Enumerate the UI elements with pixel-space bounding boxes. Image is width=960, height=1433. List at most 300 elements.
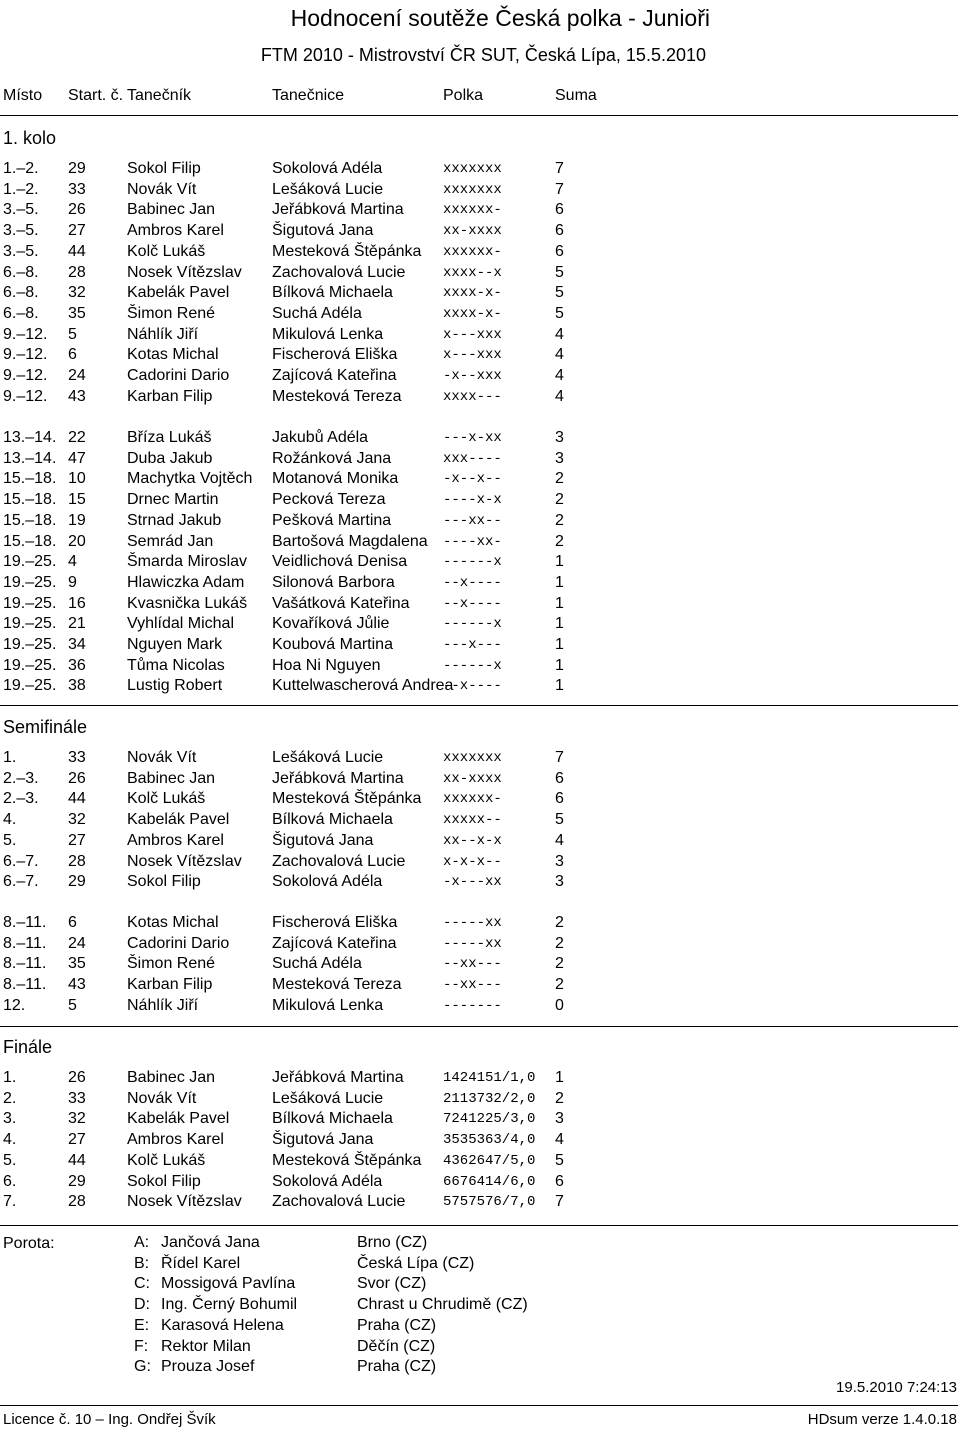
cell-tanecnik: Novák Vít [127, 749, 197, 766]
cell-polka: ------- [443, 997, 502, 1014]
cell-start: 35 [68, 955, 86, 973]
jury-city: Praha (CZ) [357, 1358, 437, 1376]
table-row [0, 366, 958, 387]
jury-city: Děčín (CZ) [357, 1337, 436, 1355]
table-row [0, 852, 958, 873]
cell-start: 33 [68, 1089, 86, 1107]
cell-tanecnik: Šimon René [127, 955, 216, 973]
cell-tanecnik: Lustig Robert [127, 677, 223, 695]
cell-start: 22 [68, 429, 86, 446]
table-header [0, 86, 960, 108]
cell-polka: 7241225/3,0 [443, 1111, 536, 1128]
header-misto: Místo [3, 87, 43, 104]
cell-tanecnik: Sokol Filip [127, 1172, 201, 1190]
cell-polka: xxxxxxx [443, 750, 502, 766]
cell-tanecnice: Zajícová Kateřina [272, 367, 397, 384]
cell-tanecnice: Sokolová Adéla [272, 873, 383, 891]
cell-start: 28 [68, 1193, 86, 1211]
cell-polka: xxxxxxx [443, 161, 502, 177]
table-row [0, 831, 958, 852]
table-row [0, 180, 958, 201]
cell-suma: 2 [555, 491, 564, 509]
cell-tanecnik: Karban Filip [127, 976, 213, 994]
cell-polka: xx-xxxx [443, 770, 502, 787]
cell-tanecnice: Mikulová Lenka [272, 996, 384, 1014]
cell-start: 38 [68, 677, 86, 695]
cell-tanecnice: Sokolová Adéla [272, 160, 383, 177]
cell-suma: 4 [555, 387, 564, 405]
cell-tanecnice: Jakubů Adéla [272, 429, 369, 446]
cell-tanecnice: Vašátková Kateřina [272, 594, 410, 612]
cell-start: 29 [68, 1172, 86, 1190]
jury-city: Chrast u Chrudimě (CZ) [357, 1296, 528, 1314]
cell-tanecnice: Veidlichová Denisa [272, 553, 408, 571]
cell-misto: 4. [3, 811, 17, 829]
cell-tanecnik: Nosek Vítězslav [127, 1193, 242, 1211]
cell-tanecnice: Suchá Adéla [272, 304, 362, 322]
cell-suma: 7 [555, 180, 564, 198]
cell-suma: 3 [555, 429, 564, 446]
cell-polka: x---xxx [443, 326, 502, 343]
cell-tanecnik: Kotas Michal [127, 914, 219, 931]
table-row [0, 996, 958, 1017]
cell-polka: ----x-x [443, 492, 502, 509]
cell-suma: 1 [555, 1069, 564, 1086]
cell-tanecnice: Bílková Michaela [272, 1110, 393, 1128]
cell-tanecnik: Bříza Lukáš [127, 429, 212, 446]
cell-misto: 9.–12. [3, 367, 48, 384]
cell-start: 26 [68, 1069, 86, 1086]
cell-tanecnik: Ambros Karel [127, 831, 224, 849]
cell-misto: 4. [3, 1131, 17, 1149]
table-row [0, 769, 958, 790]
cell-tanecnice: Hoa Ni Nguyen [272, 656, 381, 674]
jury-city: Česká Lípa (CZ) [357, 1254, 475, 1272]
table-row [0, 810, 958, 831]
cell-polka: xxx---- [443, 450, 502, 467]
cell-tanecnik: Kolč Lukáš [127, 242, 206, 260]
cell-tanecnik: Novák Vít [127, 1089, 197, 1107]
cell-tanecnice: Bartošová Magdalena [272, 532, 428, 550]
cell-misto: 15.–18. [3, 532, 57, 550]
cell-tanecnice: Zajícová Kateřina [272, 934, 397, 952]
cell-suma: 0 [555, 996, 564, 1014]
cell-start: 44 [68, 790, 86, 808]
cell-suma: 1 [555, 636, 564, 653]
table-row [0, 283, 958, 304]
cell-suma: 1 [555, 615, 564, 633]
cell-start: 33 [68, 180, 86, 198]
jury-letter: B: [134, 1254, 150, 1272]
cell-polka: xxxx-x- [443, 285, 502, 302]
table-row [0, 594, 958, 615]
cell-polka: -x---xx [443, 874, 502, 891]
cell-start: 43 [68, 976, 86, 994]
cell-start: 20 [68, 532, 86, 550]
footer-version: HDsum verze 1.4.0.18 [807, 1411, 957, 1428]
cell-misto: 1. [3, 1069, 17, 1086]
cell-start: 24 [68, 934, 86, 952]
cell-start: 26 [68, 769, 86, 787]
cell-polka: --xx--- [443, 956, 502, 973]
cell-misto: 5. [3, 831, 17, 849]
cell-tanecnik: Hlawiczka Adam [127, 573, 245, 591]
cell-start: 29 [68, 160, 86, 177]
cell-misto: 15.–18. [3, 491, 57, 509]
cell-polka: xxxx-x- [443, 305, 502, 322]
cell-suma: 6 [555, 1172, 564, 1190]
cell-start: 29 [68, 873, 86, 891]
cell-suma: 6 [555, 222, 564, 240]
cell-suma: 6 [555, 242, 564, 260]
cell-start: 44 [68, 1151, 86, 1169]
cell-tanecnice: Rožánková Jana [272, 449, 392, 467]
header-start: Start. č. [68, 87, 124, 104]
cell-polka: 2113732/2,0 [443, 1090, 536, 1107]
cell-start: 5 [68, 996, 77, 1014]
cell-polka: 4362647/5,0 [443, 1152, 536, 1169]
cell-tanecnik: Karban Filip [127, 387, 213, 405]
cell-start: 6 [68, 914, 77, 931]
table-row [0, 428, 958, 449]
cell-tanecnice: Zachovalová Lucie [272, 263, 406, 281]
cell-misto: 15.–18. [3, 511, 57, 529]
cell-tanecnice: Zachovalová Lucie [272, 852, 406, 870]
table-row [0, 573, 958, 594]
cell-suma: 4 [555, 367, 564, 384]
cell-tanecnik: Novák Vít [127, 180, 197, 198]
header-polka: Polka [443, 87, 484, 104]
cell-tanecnice: Fischerová Eliška [272, 914, 398, 931]
cell-tanecnik: Kotas Michal [127, 346, 219, 364]
cell-misto: 2.–3. [3, 769, 39, 787]
cell-polka: xx-xxxx [443, 223, 502, 240]
cell-polka: --x---- [443, 678, 502, 695]
cell-tanecnice: Kovaříková Jůlie [272, 615, 390, 633]
cell-suma: 2 [555, 470, 564, 488]
cell-suma: 5 [555, 1151, 564, 1169]
cell-polka: xx--x-x [443, 832, 502, 849]
cell-tanecnik: Babinec Jan [127, 769, 216, 787]
table-row [0, 975, 958, 996]
cell-tanecnice: Jeřábková Martina [272, 769, 404, 787]
table-row [0, 789, 958, 810]
cell-misto: 3.–5. [3, 222, 39, 240]
cell-suma: 6 [555, 769, 564, 787]
cell-tanecnik: Nosek Vítězslav [127, 263, 242, 281]
cell-suma: 3 [555, 852, 564, 870]
cell-misto: 3. [3, 1110, 17, 1128]
cell-start: 28 [68, 852, 86, 870]
cell-start: 27 [68, 1131, 86, 1149]
jury-name: Prouza Josef [161, 1358, 255, 1376]
cell-polka: xxxxxx- [443, 202, 502, 219]
cell-misto: 1. [3, 749, 17, 766]
table-row [0, 532, 958, 553]
cell-start: 32 [68, 284, 86, 302]
jury-name: Jančová Jana [161, 1234, 260, 1251]
jury-member [0, 1234, 958, 1255]
table-row [0, 934, 958, 955]
table-row [0, 304, 958, 325]
cell-tanecnik: Semrád Jan [127, 532, 214, 550]
cell-tanecnik: Nguyen Mark [127, 636, 223, 653]
document-title: Hodnocení soutěže Česká polka - Junioři [290, 5, 710, 31]
cell-tanecnice: Jeřábková Martina [272, 201, 404, 219]
cell-suma: 2 [555, 976, 564, 994]
cell-suma: 1 [555, 656, 564, 674]
cell-suma: 1 [555, 553, 564, 571]
cell-tanecnice: Mesteková Štěpánka [272, 1151, 422, 1169]
cell-suma: 5 [555, 263, 564, 281]
cell-start: 26 [68, 201, 86, 219]
cell-polka: ---x-xx [443, 430, 502, 446]
table-row [0, 913, 958, 934]
cell-suma: 4 [555, 831, 564, 849]
cell-misto: 9.–12. [3, 325, 48, 343]
cell-misto: 6.–8. [3, 263, 39, 281]
cell-suma: 4 [555, 325, 564, 343]
table-row [0, 1068, 958, 1089]
cell-misto: 9.–12. [3, 387, 48, 405]
cell-tanecnik: Drnec Martin [127, 491, 219, 509]
cell-tanecnik: Náhlík Jiří [127, 325, 199, 343]
cell-tanecnice: Bílková Michaela [272, 284, 393, 302]
jury-letter: F: [134, 1337, 149, 1355]
table-row [0, 1151, 958, 1172]
cell-start: 15 [68, 491, 86, 509]
cell-tanecnik: Machytka Vojtěch [127, 470, 253, 488]
cell-tanecnice: Jeřábková Martina [272, 1069, 404, 1086]
cell-misto: 19.–25. [3, 553, 57, 571]
cell-suma: 2 [555, 511, 564, 529]
cell-start: 36 [68, 656, 86, 674]
cell-misto: 7. [3, 1193, 17, 1211]
cell-start: 10 [68, 470, 86, 488]
cell-polka: ---xx-- [443, 512, 502, 529]
cell-suma: 7 [555, 1193, 564, 1211]
cell-misto: 13.–14. [3, 449, 57, 467]
table-row [0, 748, 958, 769]
cell-tanecnik: Kvasnička Lukáš [127, 594, 248, 612]
cell-tanecnik: Kabelák Pavel [127, 1110, 230, 1128]
cell-start: 32 [68, 811, 86, 829]
cell-start: 43 [68, 387, 86, 405]
table-row [0, 1130, 958, 1151]
cell-polka: ------x [443, 554, 502, 571]
cell-start: 5 [68, 325, 77, 343]
divider [0, 1225, 958, 1226]
cell-tanecnik: Tůma Nicolas [127, 656, 225, 674]
cell-tanecnik: Kolč Lukáš [127, 1151, 206, 1169]
table-row [0, 656, 958, 677]
cell-tanecnice: Pešková Martina [272, 511, 392, 529]
jury-name: Řídel Karel [161, 1254, 241, 1272]
cell-tanecnik: Sokol Filip [127, 873, 201, 891]
footer-license: Licence č. 10 – Ing. Ondřej Švík [3, 1411, 216, 1428]
cell-polka: xxxxx-- [443, 812, 502, 829]
cell-tanecnik: Duba Jakub [127, 449, 213, 467]
cell-start: 34 [68, 636, 86, 653]
table-row [0, 325, 958, 346]
cell-misto: 6.–8. [3, 304, 39, 322]
cell-misto: 6.–7. [3, 852, 39, 870]
cell-misto: 19.–25. [3, 636, 57, 653]
cell-misto: 19.–25. [3, 677, 57, 695]
cell-start: 44 [68, 242, 86, 260]
cell-tanecnice: Lešáková Lucie [272, 1089, 384, 1107]
jury-member [0, 1255, 958, 1276]
cell-polka: -----xx [443, 935, 502, 952]
cell-tanecnice: Lešáková Lucie [272, 749, 384, 766]
cell-misto: 19.–25. [3, 615, 57, 633]
cell-tanecnik: Cadorini Dario [127, 367, 230, 384]
cell-suma: 4 [555, 1131, 564, 1149]
cell-suma: 2 [555, 1089, 564, 1107]
cell-tanecnik: Sokol Filip [127, 160, 201, 177]
cell-misto: 8.–11. [3, 934, 47, 952]
jury-label: Porota: [3, 1235, 55, 1252]
cell-misto: 1.–2. [3, 160, 39, 177]
cell-start: 6 [68, 346, 77, 364]
jury-letter: G: [134, 1358, 151, 1376]
printed-timestamp: 19.5.2010 7:24:13 [836, 1379, 957, 1396]
cell-start: 47 [68, 449, 86, 467]
cell-suma: 3 [555, 1110, 564, 1128]
cell-polka: 6676414/6,0 [443, 1173, 536, 1190]
cell-misto: 12. [3, 996, 26, 1014]
cell-polka: xxxx--- [443, 388, 502, 405]
cell-polka: 5757576/7,0 [443, 1194, 536, 1211]
jury-city: Svor (CZ) [357, 1275, 427, 1293]
cell-misto: 19.–25. [3, 656, 57, 674]
cell-tanecnice: Zachovalová Lucie [272, 1193, 406, 1211]
cell-suma: 2 [555, 934, 564, 952]
cell-suma: 7 [555, 160, 564, 177]
cell-tanecnice: Motanová Monika [272, 470, 399, 488]
cell-polka: x-x-x-- [443, 853, 502, 870]
jury-member [0, 1338, 958, 1359]
cell-start: 4 [68, 553, 77, 571]
cell-start: 21 [68, 615, 86, 633]
cell-polka: xxxx--x [443, 264, 502, 281]
cell-start: 32 [68, 1110, 86, 1128]
cell-suma: 1 [555, 677, 564, 695]
cell-suma: 7 [555, 749, 564, 766]
divider [0, 115, 958, 116]
cell-misto: 15.–18. [3, 470, 57, 488]
cell-suma: 6 [555, 201, 564, 219]
cell-tanecnice: Mesteková Tereza [272, 976, 402, 994]
cell-start: 27 [68, 222, 86, 240]
divider [0, 1405, 958, 1406]
cell-suma: 2 [555, 532, 564, 550]
cell-start: 33 [68, 749, 86, 766]
table-row [0, 872, 958, 893]
cell-tanecnik: Cadorini Dario [127, 934, 230, 952]
cell-start: 28 [68, 263, 86, 281]
cell-polka: xxxxxx- [443, 791, 502, 808]
cell-misto: 5. [3, 1151, 17, 1169]
table-row [0, 387, 958, 408]
cell-suma: 4 [555, 346, 564, 364]
cell-suma: 2 [555, 955, 564, 973]
cell-tanecnice: Kuttelwascherová Andrea [272, 677, 454, 695]
jury-name: Mossigová Pavlína [161, 1275, 296, 1293]
jury-member [0, 1275, 958, 1296]
table-row [0, 676, 958, 697]
cell-tanecnice: Mesteková Štěpánka [272, 790, 422, 808]
cell-misto: 8.–11. [3, 914, 47, 931]
cell-misto: 3.–5. [3, 201, 39, 219]
cell-start: 9 [68, 573, 77, 591]
table-row [0, 469, 958, 490]
cell-polka: ------x [443, 616, 502, 633]
cell-suma: 1 [555, 594, 564, 612]
cell-tanecnice: Mesteková Tereza [272, 387, 402, 405]
document-subtitle: FTM 2010 - Mistrovství ČR SUT, Česká Lípa, 15.5.2010 [260, 45, 706, 65]
cell-start: 24 [68, 367, 86, 384]
jury-city: Praha (CZ) [357, 1316, 437, 1334]
cell-tanecnik: Strnad Jakub [127, 511, 222, 529]
cell-tanecnik: Kabelák Pavel [127, 811, 230, 829]
table-row [0, 1192, 958, 1213]
cell-polka: --xx--- [443, 977, 502, 994]
cell-tanecnik: Babinec Jan [127, 1069, 216, 1086]
cell-start: 19 [68, 511, 86, 529]
cell-misto: 19.–25. [3, 573, 57, 591]
table-row [0, 263, 958, 284]
cell-misto: 8.–11. [3, 955, 47, 973]
header-suma: Suma [555, 87, 597, 104]
table-row [0, 242, 958, 263]
table-row [0, 1109, 958, 1130]
cell-tanecnice: Šigutová Jana [272, 222, 374, 240]
cell-tanecnik: Ambros Karel [127, 222, 224, 240]
divider [0, 1026, 958, 1027]
cell-tanecnice: Fischerová Eliška [272, 346, 398, 364]
jury-city: Brno (CZ) [357, 1234, 428, 1251]
jury-name: Rektor Milan [161, 1337, 251, 1355]
cell-misto: 1.–2. [3, 180, 39, 198]
cell-polka: -----xx [443, 915, 502, 931]
cell-suma: 5 [555, 304, 564, 322]
cell-misto: 6.–8. [3, 284, 39, 302]
jury-letter: D: [134, 1296, 150, 1314]
cell-polka: x---xxx [443, 347, 502, 364]
cell-start: 27 [68, 831, 86, 849]
cell-suma: 1 [555, 573, 564, 591]
cell-tanecnice: Šigutová Jana [272, 1131, 374, 1149]
cell-polka: --x---- [443, 574, 502, 591]
cell-misto: 19.–25. [3, 594, 57, 612]
table-row [0, 200, 958, 221]
cell-polka: ----xx- [443, 533, 502, 550]
table-row [0, 449, 958, 470]
cell-polka: -x--x-- [443, 471, 502, 488]
cell-tanecnice: Koubová Martina [272, 636, 393, 653]
header-tanecnik: Tanečník [127, 87, 192, 104]
cell-misto: 3.–5. [3, 242, 39, 260]
cell-misto: 9.–12. [3, 346, 48, 364]
table-row [0, 345, 958, 366]
jury-letter: C: [134, 1275, 150, 1293]
cell-tanecnik: Nosek Vítězslav [127, 852, 242, 870]
cell-tanecnik: Šimon René [127, 304, 216, 322]
table-row [0, 1089, 958, 1110]
cell-polka: ------x [443, 657, 502, 674]
cell-tanecnik: Kolč Lukáš [127, 790, 206, 808]
